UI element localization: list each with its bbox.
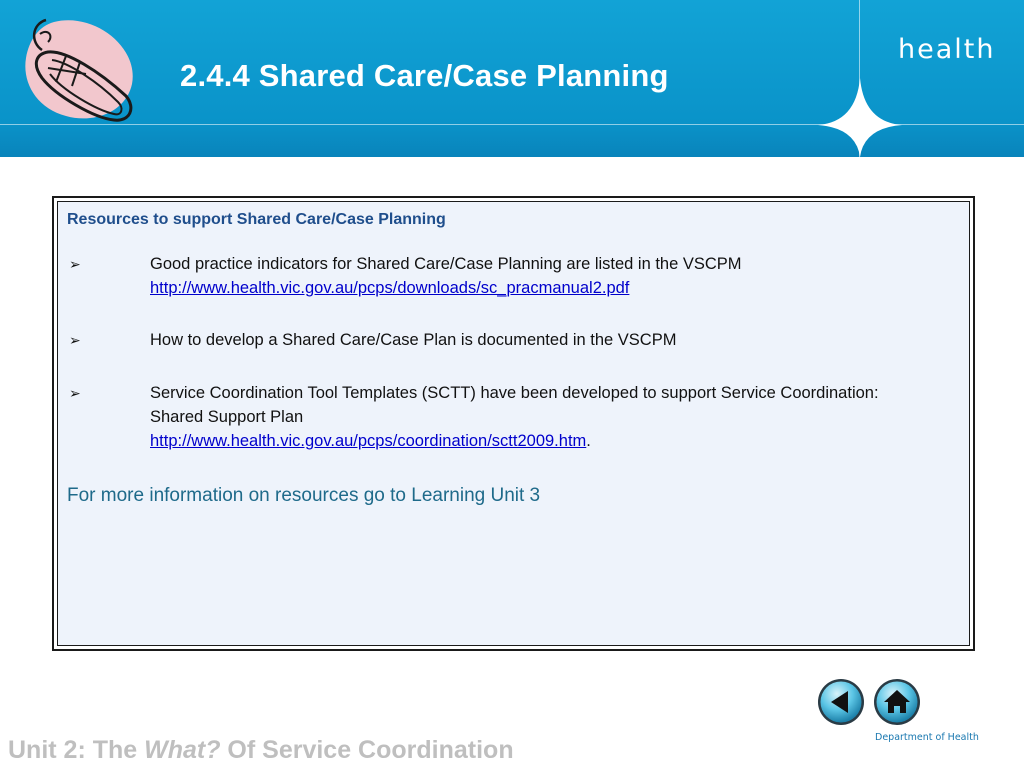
footer-unit-emphasis: What? bbox=[144, 736, 221, 764]
resources-box bbox=[57, 201, 970, 646]
content-frame bbox=[52, 196, 975, 651]
bullet-text-block bbox=[150, 252, 950, 300]
bullet-suffix: . bbox=[586, 432, 591, 450]
bullet-text: Good practice indicators for Shared Care/Case Planning are listed in the VSCPM bbox=[150, 255, 742, 273]
arrow-bullet-icon: ➢ bbox=[69, 256, 81, 272]
brand-wordmark: health bbox=[898, 34, 996, 65]
sctt-templates-link[interactable]: http://www.health.vic.gov.au/pcps/coordination/sctt2009.htm bbox=[150, 432, 587, 450]
back-button[interactable] bbox=[817, 678, 865, 726]
header-banner bbox=[0, 0, 1024, 157]
page-title: 2.4.4 Shared Care/Case Planning bbox=[180, 58, 669, 93]
footer-unit-prefix: Unit 2: The bbox=[8, 736, 145, 764]
resources-heading: Resources to support Shared Care/Case Planning bbox=[67, 211, 446, 228]
manual-pdf-link[interactable]: http://www.health.vic.gov.au/pcps/downloads/sc_pracmanual2.pdf bbox=[150, 279, 630, 297]
home-button[interactable] bbox=[873, 678, 921, 726]
computer-mouse-logo-icon bbox=[14, 12, 144, 132]
bullet-text-block bbox=[150, 381, 930, 453]
arrow-bullet-icon: ➢ bbox=[69, 385, 81, 401]
bullet-text-block bbox=[150, 328, 950, 352]
footer-unit-suffix: Of Service Coordination bbox=[220, 736, 514, 764]
more-info-text: For more information on resources go to Learning Unit 3 bbox=[67, 485, 541, 506]
footer-unit-title bbox=[8, 736, 514, 765]
bullet-text: Service Coordination Tool Templates (SCTT) have been developed to support Service Coordination: Shared Support Plan bbox=[150, 384, 879, 426]
bullet-text: How to develop a Shared Care/Case Plan is documented in the VSCPM bbox=[150, 331, 677, 349]
department-label: Department of Health bbox=[875, 732, 979, 743]
arrow-bullet-icon: ➢ bbox=[69, 332, 81, 348]
